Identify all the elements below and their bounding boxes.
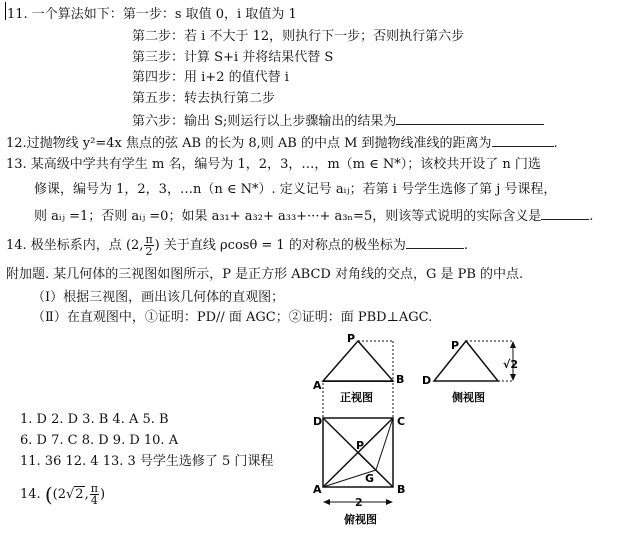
top-label-A: A — [313, 483, 322, 496]
q13-line3-text: 则 aᵢⱼ =1；否则 aᵢⱼ =0；如果 a₃₁+ a₃₂+ a₃₃+···+ a₃ₙ=5，则该等式说明的实际含义是 — [34, 209, 542, 224]
q11-step2-text: 若 i 不大于 12，则执行下一步；否则执行第六步 — [184, 29, 465, 44]
answers-line1: 1. D 2. D 3. B 4. A 5. B — [20, 412, 169, 427]
answers-line3: 11. 36 12. 4 13. 3 号学生选修了 5 门课程 — [20, 454, 274, 469]
q12-end: . — [553, 136, 558, 151]
q14-text-a: 14. 极坐标系内，点 — [6, 238, 122, 253]
answers-line4: 14. ((2√2, $\frac{\pi}{4}$ ) — [20, 482, 106, 507]
answer14-paren-open: ( — [44, 482, 53, 507]
q11-step4-label: 第四步： — [132, 70, 185, 85]
top-view — [313, 415, 405, 526]
front-label-P: P — [347, 332, 356, 345]
side-view — [422, 339, 518, 404]
q11-step6-text: 输出 S;则运行以上步骤输出的结果为 — [184, 114, 397, 129]
top-label-C: C — [397, 415, 406, 428]
bonus-title: 附加题. 某几何体的三视图如图所示，P 是正方形 ABCD 对角线的交点，G 是 PB 的中点. — [6, 267, 524, 282]
answer14-close: ) — [99, 487, 106, 502]
q13-line2: 修课，编号为 1，2，3，…n（n ∈ N*）. 定义记号 aᵢⱼ；若第 i 号学生选修了第 j 号课程， — [34, 182, 557, 197]
side-view-label: 侧视图 — [452, 391, 485, 404]
q13-end: . — [589, 209, 594, 224]
front-view — [313, 332, 404, 404]
q11-step5-label: 第五步： — [132, 91, 185, 106]
top-view-label: 俯视图 — [344, 513, 377, 526]
q14-point-open: (2, — [125, 238, 144, 253]
bonus-part1: （Ⅰ）根据三视图，画出该几何体的直观图； — [32, 290, 285, 305]
answer14-sqrt-arg: 2 — [75, 487, 84, 502]
q14-point-close: ) — [154, 238, 160, 253]
answer14-frac-den: 4 — [90, 494, 98, 507]
side-height-label: √2 — [503, 358, 518, 371]
q14-frac-den: 2 — [145, 245, 153, 258]
q13-line1: 13. 某高级中学共有学生 m 名，编号为 1，2，3，…，m（m ∈ N*）；该校共开设了 n 门选 — [6, 157, 541, 172]
q11-step1-label: 第一步： — [122, 7, 175, 22]
side-label-D: D — [422, 374, 432, 387]
answers-line2: 6. D 7. C 8. D 9. D 10. A — [20, 433, 179, 448]
top-width-label: 2 — [355, 496, 363, 509]
q11-step5-text: 转去执行第二步 — [184, 91, 276, 106]
q11-step3-label: 第三步： — [132, 50, 185, 65]
top-label-B: B — [397, 483, 406, 496]
top-label-G: G — [365, 472, 375, 485]
q11-step3-text: 计算 S+i 并将结果代替 S — [184, 50, 334, 65]
front-label-B: B — [396, 373, 405, 386]
answer14-prefix: 14. — [20, 487, 41, 502]
side-label-P: P — [451, 339, 460, 352]
q14-text-b: 关于直线 ρcosθ = 1 的对称点的极坐标为 — [163, 238, 406, 253]
q11-step6-label: 第六步： — [132, 114, 185, 129]
q12-text: 12.过抛物线 y²=4x 焦点的弦 AB 的长为 8,则 AB 的中点 M 到抛物线准线的距离为 — [6, 136, 492, 151]
q11-step4-text: 用 i+2 的值代替 i — [184, 70, 289, 85]
q14-end: . — [463, 238, 468, 253]
front-view-label: 正视图 — [340, 391, 373, 404]
top-label-P: P — [356, 439, 365, 452]
q11-step1-text: s 取值 0，i 取值为 1 — [174, 7, 297, 22]
answer14-open: (2 — [52, 487, 66, 502]
answer14-sqrt: √2 — [65, 487, 84, 502]
q11-prefix: 11. 一个算法如下： — [7, 7, 123, 22]
front-label-A: A — [313, 379, 322, 392]
q11-step2-label: 第二步： — [132, 29, 185, 44]
bonus-part2: （Ⅱ）在直观图中，①证明：PD// 面 AGC；②证明：面 PBD⊥AGC. — [32, 310, 433, 325]
q14-frac-num: π — [145, 233, 153, 246]
answer14-frac-num: π — [90, 482, 98, 495]
top-label-D: D — [313, 415, 323, 428]
